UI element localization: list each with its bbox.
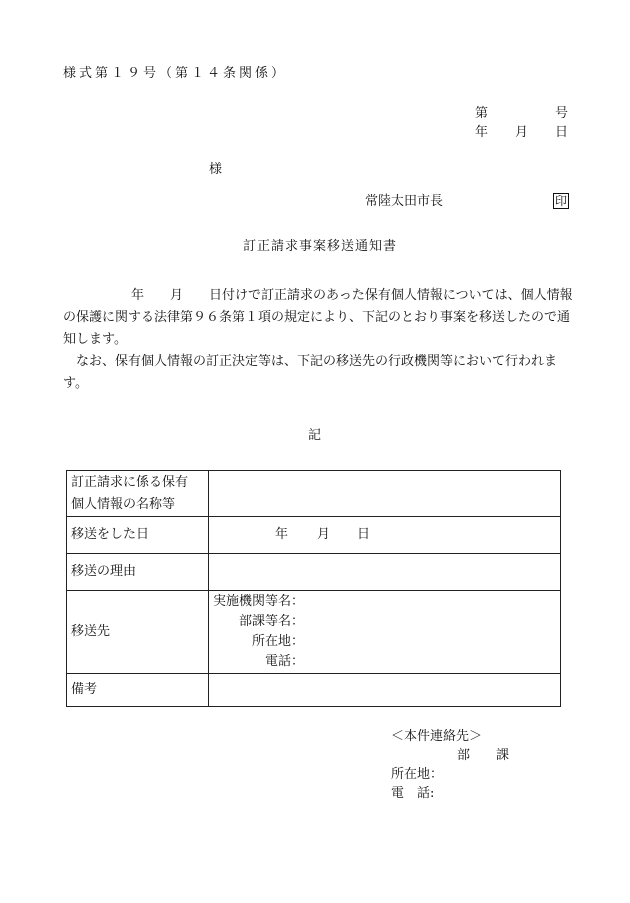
transfer-date-day: 日: [357, 527, 371, 542]
issuer-name: 常陸太田市長: [365, 194, 444, 209]
contact-phone-label: 電 話:: [391, 786, 435, 801]
table-row: [67, 517, 561, 554]
contact-header: ＜本件連絡先＞: [391, 729, 483, 744]
form-number: 様式第１９号（第１４条関係）: [63, 66, 288, 81]
body-paragraph-1: 年 月 日付けで訂正請求のあった保有個人情報については、個人情報の保護に関する法律第９６条第１項の規定により、下記のとおり事案を移送したので通知します。: [63, 288, 573, 347]
date-year-label: 年: [475, 125, 489, 140]
document-title: 訂正請求事案移送通知書: [243, 239, 398, 254]
doc-number-suffix: 号: [555, 106, 569, 121]
table-row: [67, 554, 561, 591]
destination-field-department: 部課等名：: [238, 614, 304, 629]
transfer-reason-value: [209, 554, 561, 591]
transfer-info-table: [66, 470, 561, 707]
destination-field-agency: 実施機関等名：: [213, 594, 305, 609]
doc-number-prefix: 第: [475, 106, 489, 121]
contact-department: 部 課: [457, 748, 510, 763]
ki-heading: 記: [308, 428, 322, 443]
row-label-line: 訂正請求に係る保有: [71, 474, 189, 490]
contact-block: [391, 727, 509, 803]
remarks-value: [209, 674, 561, 707]
table-row: [67, 591, 561, 674]
date-month-label: 月: [515, 125, 529, 140]
row-label-transfer-date: 移送をした日: [67, 517, 209, 554]
table-row: [67, 471, 561, 517]
transfer-date-month: 月: [317, 527, 331, 542]
transfer-date-year: 年: [275, 527, 289, 542]
body-text: [63, 285, 576, 395]
addressee-suffix: 様: [209, 162, 223, 177]
row-label-info-name: [67, 471, 209, 517]
row-label-line: 個人情報の名称等: [71, 496, 176, 512]
body-paragraph-2: なお、保有個人情報の訂正決定等は、下記の移送先の行政機関等において行われます。: [63, 354, 558, 391]
date-day-label: 日: [555, 125, 569, 140]
destination-field-phone: 電話：: [264, 654, 304, 669]
table-row: [67, 674, 561, 707]
destination-field-address: 所在地：: [251, 634, 304, 649]
row-label-remarks: 備考: [67, 674, 209, 707]
contact-address-label: 所在地：: [391, 767, 444, 782]
transfer-date-value: [209, 517, 561, 554]
destination-value: [209, 591, 561, 674]
row-label-destination: 移送先: [67, 591, 209, 674]
seal-mark: 印: [555, 194, 568, 208]
row-label-transfer-reason: 移送の理由: [67, 554, 209, 591]
info-name-value: [209, 471, 561, 517]
